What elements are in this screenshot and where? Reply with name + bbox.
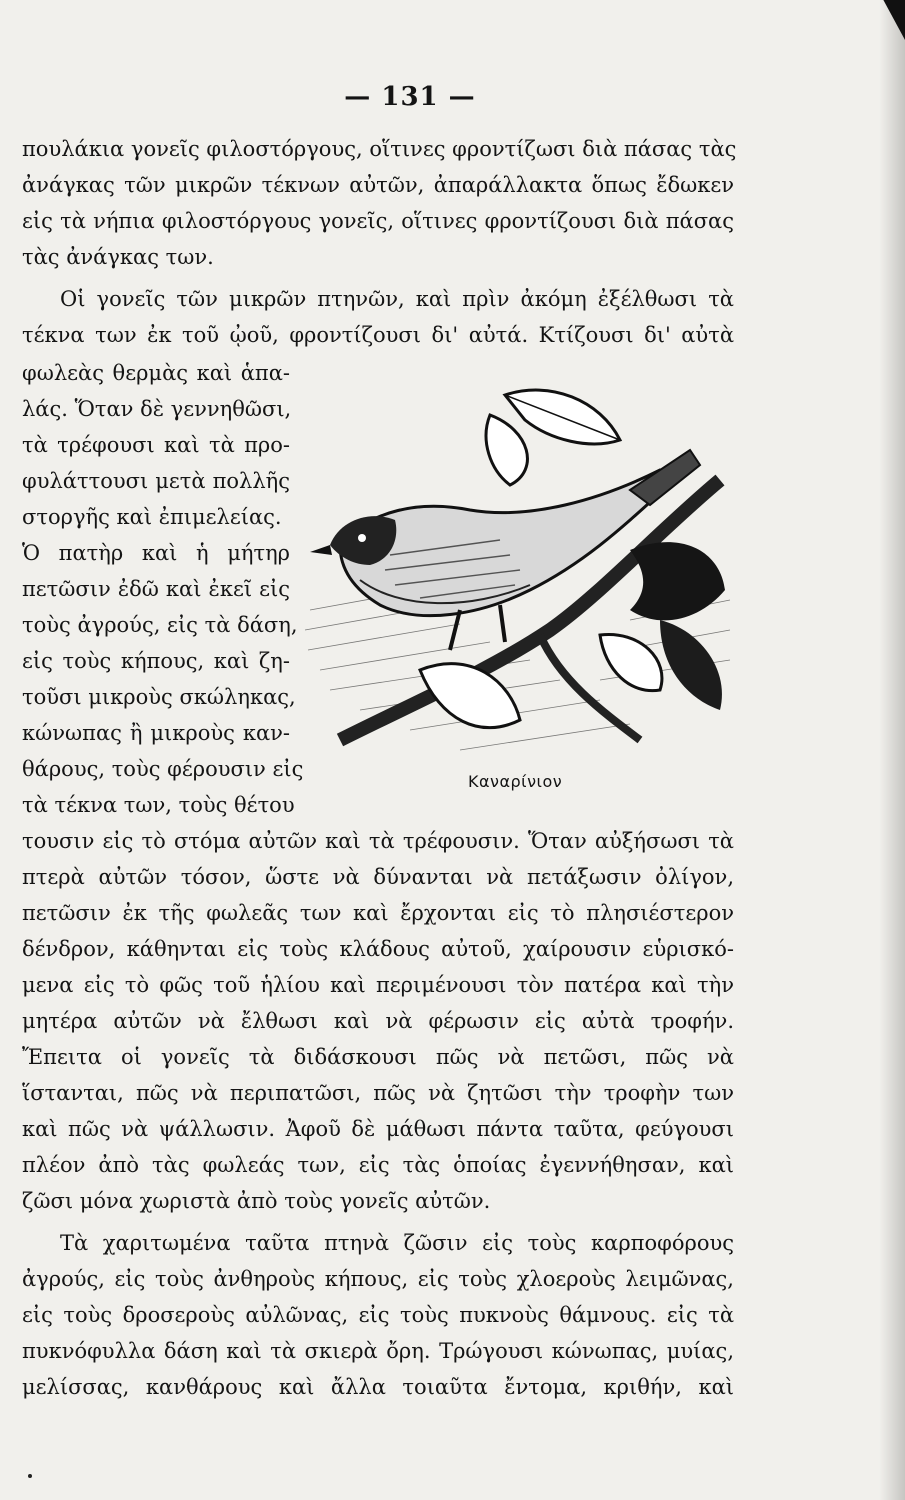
text-line: τουσιν εἰς τὸ στόμα αὐτῶν καὶ τὰ τρέφουσιν. Ὅταν αὐξήσωσι τὰ: [22, 829, 734, 853]
text-line: πτερὰ αὐτῶν τόσον, ὥστε νὰ δύνανται νὰ πετάξωσιν ὀλίγον,: [22, 865, 734, 889]
text-line: ἀνάγκας τῶν μικρῶν τέκνων αὐτῶν, ἀπαράλλακτα ὅπως ἔδωκεν: [22, 173, 734, 197]
text-line: μητέρα αὐτῶν νὰ ἔλθωσι καὶ νὰ φέρωσιν εἰς αὐτὰ τροφήν.: [22, 1009, 734, 1033]
text-line: θάρους, τοὺς φέρουσιν εἰς: [22, 757, 304, 781]
text-line: φυλάττουσι μετὰ πολλῆς: [22, 469, 290, 493]
text-line: μελίσσας, κανθάρους καὶ ἄλλα τοιαῦτα ἔντομα, κριθήν, καὶ: [22, 1375, 734, 1399]
text-line: τὰ τρέφουσι καὶ τὰ προ-: [22, 433, 290, 457]
canary-on-branch-illustration: [300, 380, 740, 770]
text-line: μενα εἰς τὸ φῶς τοῦ ἡλίου καὶ περιμένουσι τὸν πατέρα καὶ τὴν: [22, 973, 734, 997]
page-number: — 131 —: [344, 82, 476, 112]
print-speck: [28, 1474, 32, 1478]
text-line: εἰς τοὺς κήπους, καὶ ζη-: [22, 649, 290, 673]
text-line: εἰς τὰ νήπια φιλοστόργους γονεῖς, οἵτινες φροντίζουσι διὰ πάσας: [22, 209, 734, 233]
text-line: ἀγρούς, εἰς τοὺς ἀνθηροὺς κήπους, εἰς τοὺς χλοεροὺς λειμῶνας,: [22, 1267, 734, 1291]
text-line: πουλάκια γονεῖς φιλοστόργους, οἵτινες φροντίζωσι διὰ πάσας τὰς: [22, 137, 737, 161]
text-line: στοργῆς καὶ ἐπιμελείας.: [22, 505, 282, 529]
text-line: δένδρον, κάθηνται εἰς τοὺς κλάδους αὐτοῦ, χαίρουσιν εὑρισκό-: [22, 937, 734, 961]
text-line: κώνωπας ἢ μικροὺς καν-: [22, 721, 290, 745]
text-line: Ὁ πατὴρ καὶ ἡ μήτηρ: [22, 541, 290, 565]
text-line: πετῶσιν ἐδῶ καὶ ἐκεῖ εἰς: [22, 577, 290, 601]
text-line: Τὰ χαριτωμένα ταῦτα πτηνὰ ζῶσιν εἰς τοὺς καρποφόρους: [60, 1231, 734, 1255]
text-line: πετῶσιν ἐκ τῆς φωλεᾶς των καὶ ἔρχονται εἰς τὸ πλησιέστερον: [22, 901, 734, 925]
text-line: Ἔπειτα οἱ γονεῖς τὰ διδάσκουσι πῶς νὰ πετῶσι, πῶς νὰ: [22, 1045, 734, 1069]
text-line: ἵστανται, πῶς νὰ περιπατῶσι, πῶς νὰ ζητῶσι τὴν τροφὴν των: [22, 1081, 734, 1105]
text-line: Οἱ γονεῖς τῶν μικρῶν πτηνῶν, καὶ πρὶν ἀκόμη ἐξέλθωσι τὰ: [60, 287, 734, 311]
text-line: λάς. Ὅταν δὲ γεννηθῶσι,: [22, 397, 292, 421]
figure-caption: Καναρίνιον: [468, 772, 563, 791]
text-line: εἰς τοὺς δροσεροὺς αὐλῶνας, εἰς τοὺς πυκνοὺς θάμνους. εἰς τὰ: [22, 1303, 734, 1327]
text-line: τὰς ἀνάγκας των.: [22, 245, 214, 269]
text-line: φωλεὰς θερμὰς καὶ ἁπα-: [22, 361, 290, 385]
text-line: καὶ πῶς νὰ ψάλλωσιν. Ἀφοῦ δὲ μάθωσι πάντα ταῦτα, φεύγουσι: [22, 1117, 734, 1141]
text-line: τέκνα των ἐκ τοῦ ᾠοῦ, φροντίζουσι δι' αὐτά. Κτίζουσι δι' αὐτὰ: [22, 323, 734, 347]
text-line: τοὺς ἀγρούς, εἰς τὰ δάση,: [22, 613, 298, 637]
text-line: πλέον ἀπὸ τὰς φωλεάς των, εἰς τὰς ὁποίας ἐγεννήθησαν, καὶ: [22, 1153, 734, 1177]
text-line: τὰ τέκνα των, τοὺς θέτου: [22, 793, 295, 817]
text-line: πυκνόφυλλα δάση καὶ τὰ σκιερὰ ὄρη. Τρώγουσι κώνωπας, μυίας,: [22, 1339, 734, 1363]
page-edge-shadow: [879, 0, 905, 1500]
text-line: ζῶσι μόνα χωριστὰ ἀπὸ τοὺς γονεῖς αὐτῶν.: [22, 1189, 491, 1213]
text-line: τοῦσι μικροὺς σκώληκας,: [22, 685, 296, 709]
